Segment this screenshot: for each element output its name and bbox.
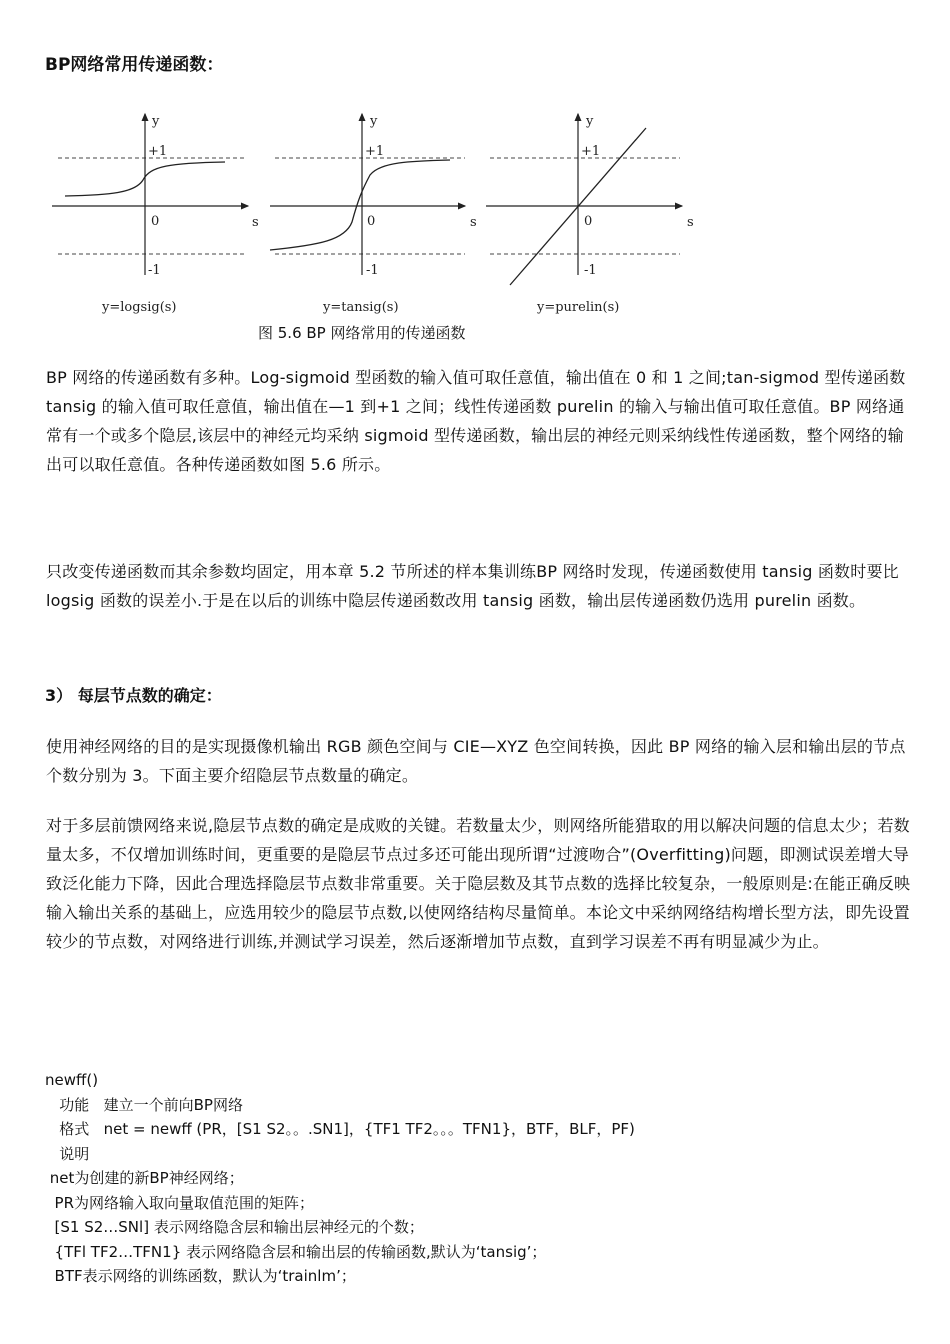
code-line: net为创建的新BP神经网络； bbox=[45, 1169, 244, 1187]
tansig-panel bbox=[270, 114, 477, 315]
purelin-panel bbox=[486, 114, 694, 315]
page-title: BP网络常用传递函数： bbox=[45, 55, 224, 75]
minus-one-label: -1 bbox=[366, 263, 379, 278]
code-line: newff() bbox=[45, 1071, 99, 1089]
code-line: 格式 net = newff (PR，[S1 S2。。.SN1]，{TF1 TF2。。。TFN1}，BTF，BLF，PF) bbox=[45, 1120, 635, 1138]
y-label: y bbox=[586, 114, 594, 129]
code-line: 说明 bbox=[45, 1144, 90, 1163]
origin-label: 0 bbox=[151, 214, 160, 229]
figure-caption: 图 5.6 BP 网络常用的传递函数 bbox=[258, 324, 466, 342]
code-line: 功能 建立一个前向BP网络 bbox=[45, 1095, 243, 1114]
origin-label: 0 bbox=[367, 214, 376, 229]
minus-one-label: -1 bbox=[148, 263, 161, 278]
plus-one-label: +1 bbox=[148, 144, 168, 159]
code-line: PR为网络输入取向量取值范围的矩阵； bbox=[45, 1193, 315, 1212]
paragraph-hidden-nodes: 对于多层前馈网络来说,隐层节点数的确定是成败的关键。若数量太少，则网络所能猎取的用以解决问题的信息太少；若数量太多，不仅增加训练时间，更重要的是隐层节点过多还可能出现所谓“过渡吻合”(Overfitting)问题，即测试误差增大导致泛化能力下降，因此合理选择隐层节点数非常重要。关于隐层数及其节点数的选择比较复杂，一般原则是:在能正确反映输入输出关系的基础上，应选用较少的隐层节点数,以使网络结构尽量简单。本论文中采纳网络结构增长型方法，即先设置较少的节点数，对网络进行训练,并测试学习误差，然后逐渐增加节点数，直到学习误差不再有明显减少为止。 bbox=[46, 816, 911, 951]
code-line: {TFl TF2…TFN1} 表示网络隐含层和输出层的传输函数,默认为‘tansig’； bbox=[45, 1242, 547, 1261]
tansig-curve bbox=[270, 160, 450, 250]
plus-one-label: +1 bbox=[365, 144, 385, 159]
code-line: [S1 S2…SNl] 表示网络隐含层和输出层神经元的个数； bbox=[45, 1218, 424, 1236]
paragraph-purpose: 使用神经网络的目的是实现摄像机输出 RGB 颜色空间与 CIE—XYZ 色空间转换，因此 BP 网络的输入层和输出层的节点个数分别为 3。下面主要介绍隐层节点数量的确定。 bbox=[46, 737, 906, 785]
transfer-function-figure bbox=[40, 100, 720, 350]
transfer-function-plots bbox=[40, 100, 720, 350]
paragraph-transfer-functions: BP 网络的传递函数有多种。Log-sigmoid 型函数的输入值可取任意值，输出值在 0 和 1 之间;tan-sigmod 型传递函数 tansig 的输入值可取任意值，输出值在—1 到+1 之间；线性传递函数 purelin 的输入与输出值可取任意值。BP 网络通常有一个或多个隐层,该层中的神经元均采纳 sigmoid 型传递函数，输出层的神经元则采纳线性传递函数，整个网络的输出可以取任意值。各种传递函数如图 5.6 所示。 bbox=[46, 368, 906, 474]
purelin-caption: y=purelin(s) bbox=[537, 300, 620, 315]
newff-reference bbox=[45, 1068, 635, 1289]
code-line: BTF表示网络的训练函数，默认为‘trainlm’； bbox=[45, 1267, 356, 1285]
minus-one-label: -1 bbox=[584, 263, 597, 278]
logsig-panel bbox=[52, 114, 259, 315]
s-label: s bbox=[687, 215, 694, 230]
section-3-heading: 3） 每层节点数的确定： bbox=[45, 686, 222, 705]
s-label: s bbox=[252, 215, 259, 230]
paragraph-tansig-choice: 只改变传递函数而其余参数均固定，用本章 5.2 节所述的样本集训练BP 网络时发现，传递函数使用 tansig 函数时要比 logsig 函数的误差小.于是在以后的训练中隐层传递函数改用 tansig 函数，输出层传递函数仍选用 purelin 函数。 bbox=[46, 562, 899, 610]
y-label: y bbox=[152, 114, 160, 129]
y-label: y bbox=[370, 114, 378, 129]
origin-label: 0 bbox=[584, 214, 593, 229]
logsig-caption: y=logsig(s) bbox=[102, 300, 177, 315]
plus-one-label: +1 bbox=[581, 144, 601, 159]
s-label: s bbox=[470, 215, 477, 230]
tansig-caption: y=tansig(s) bbox=[323, 300, 399, 315]
